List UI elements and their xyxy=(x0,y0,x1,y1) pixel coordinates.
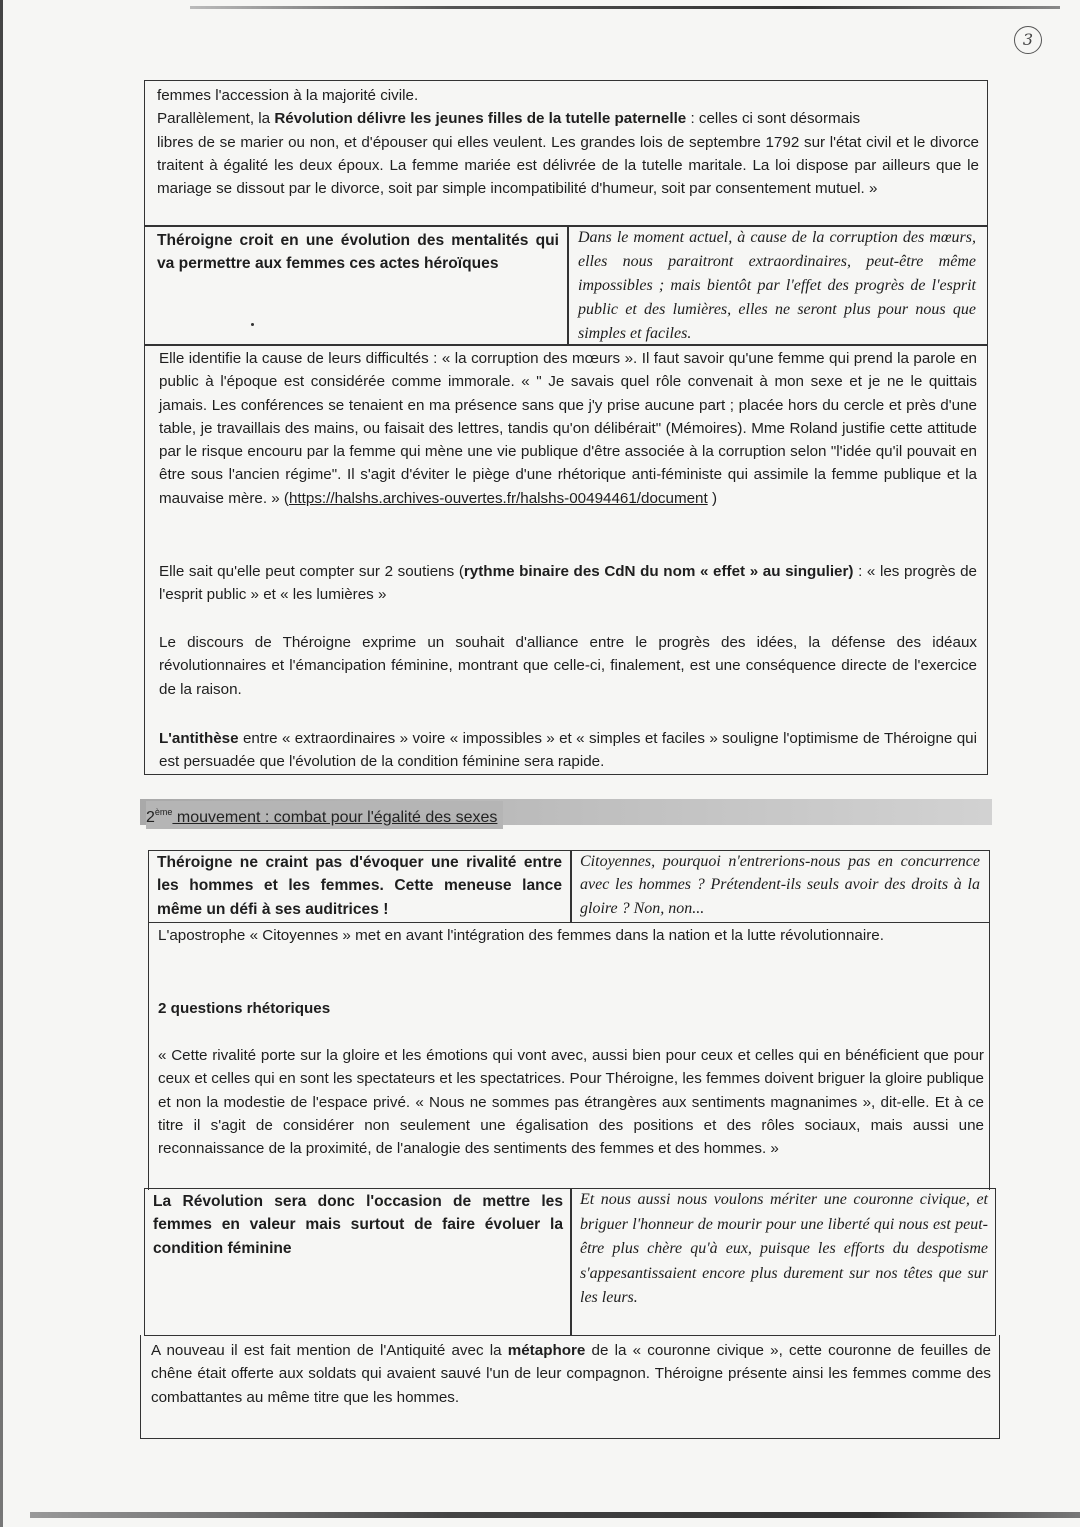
section1-paragraph-2 xyxy=(159,347,977,510)
text-span: Elle identifie la cause de leurs difficultés : « la corruption des mœurs ». Il faut savoir qu'une femme qui prend la parole en public à l'époque est considérée comme immorale. « " Je savais quel rôle convenait à mon sexe et je ne le quittais jamais. Les conférences se tenaient en ma présence sans que j'y prise aucune part ; placée hors du cercle et près d'une table, je travaillais des mains, ou faisait des lettres, tandis qu'on délibérait" (Mémoires). Mme Roland justifie cette attitude par le risque encouru par la femme qui mène une vie publique d'être associée à la corruption selon "l'idée qu'il pouvait en être sous l'ancien régime". Il s'agit d'éviter le piège d'une rhétorique anti-féministe qui assimile la femme publique et la mauvaise mère. » ( xyxy=(159,350,977,507)
heading-superscript: ème xyxy=(154,807,173,817)
text-block: libres de se marier ou non, et d'épouser qui elles veulent. Les grandes lois de septembre 1792 sur l'état civil et le divorce traitent à égalité les deux époux. La femme mariée est délivrée de la tutelle maritale. La loi dispose par ailleurs que le mariage se dissout par le divorce, soit par simple incompatibilité d'humeur, soit par consentement mutuel. » xyxy=(157,133,979,198)
page-number: 3 xyxy=(1014,26,1042,54)
table-column-divider xyxy=(567,225,569,345)
text-span: : celles ci sont désormais xyxy=(686,110,861,128)
section2-paragraph-3: « Cette rivalité porte sur la gloire et les émotions qui vont avec, aussi bien pour ceux et celles qui en bénéficient que pour ceux et celles qui en sont les spectateurs et les spectatrices. Pour Théroigne, les femmes doivent briguer la gloire publique et non la modestie de l'espace privé. « Nous ne sommes pas étrangères aux sentiments magnanimes », dit-elle. Et à ce titre il s'agit de considérer non seulement une égalisation des positions et des rôles sociaux, mais aussi une reconnaissance de la proximité, de l'analogie des sentiments des femmes et des hommes. » xyxy=(158,1047,984,1158)
text-line xyxy=(157,107,979,130)
bold-text: Révolution délivre les jeunes filles de la tutelle paternelle xyxy=(274,110,687,128)
text-span: Elle sait qu'elle peut compter sur 2 soutiens ( xyxy=(159,563,464,580)
section1-paragraph-5 xyxy=(159,727,977,774)
section1-paragraph-4: Le discours de Théroigne exprime un souhait d'alliance entre le progrès des idées, la défense des idéaux révolutionnaires et l'émancipation féminine, montrant que celle-ci, finalement, est une conséquence directe de l'exercice de la raison. xyxy=(159,634,977,698)
quote-cell: Et nous aussi nous voulons mériter une couronne civique, et briguer l'honneur de mourir pour une liberté qui nous est peut-être plus chère qu'à eux, puisque les efforts du despotisme s'appesantissaient encore plus durement sur nos têtes que sur les leurs. xyxy=(580,1191,988,1306)
bold-text: métaphore xyxy=(507,1342,586,1359)
heading-title: mouvement : combat pour l'égalité des sexes xyxy=(172,809,498,826)
bold-text: L'antithèse xyxy=(159,730,239,747)
heading-number: 2 xyxy=(146,809,155,826)
section2-paragraph-4 xyxy=(151,1339,991,1409)
text-span: entre « extraordinaires » voire « impossibles » et « simples et faciles » souligne l'optimisme de Théroigne qui est persuadée que l'évolution de la condition féminine sera rapide. xyxy=(159,730,977,771)
section2-paragraph-1: L'apostrophe « Citoyennes » met en avant l'intégration des femmes dans la nation et la lutte révolutionnaire. xyxy=(158,927,884,944)
source-link[interactable]: https://halshs.archives-ouvertes.fr/halshs-00494461/document xyxy=(288,489,708,507)
section1-paragraph-3 xyxy=(159,560,977,607)
table-column-divider xyxy=(570,850,572,923)
analysis-cell: La Révolution sera donc l'occasion de mettre les femmes en valeur mais surtout de faire évoluer la condition féminine xyxy=(153,1193,563,1257)
text-span: Parallèlement, la xyxy=(157,110,275,128)
text-span: A nouveau il est fait mention de l'Antiquité avec la xyxy=(151,1342,508,1359)
scan-edge-left xyxy=(0,0,3,1527)
analysis-cell: Théroigne ne craint pas d'évoquer une rivalité entre les hommes et les femmes. Cette meneuse lance même un défi à ses auditrices ! xyxy=(157,854,562,918)
section-heading xyxy=(146,801,503,829)
quote-cell: Citoyennes, pourquoi n'entrerions-nous pas en concurrence avec les hommes ? Prétendent-ils seuls avoir des droits à la gloire ? Non, non... xyxy=(580,853,980,917)
stray-mark xyxy=(251,323,254,326)
text-line: femmes l'accession à la majorité civile. xyxy=(157,87,419,104)
table-column-divider xyxy=(570,1188,572,1336)
bold-text: rythme binaire des CdN du nom « effet » au singulier) xyxy=(463,563,854,580)
section1-paragraph-1 xyxy=(157,84,979,200)
quote-cell: Dans le moment actuel, à cause de la corruption des mœurs, elles nous paraitront extraordinaires, peut-être même impossibles ; mais bientôt par l'effet des progrès de l'esprit public et des lumières, elles ne seront plus pour nous que simples et faciles. xyxy=(578,229,976,342)
scan-edge-top xyxy=(190,6,1060,9)
analysis-cell: Théroigne croit en une évolution des mentalités qui va permettre aux femmes ces actes héroïques xyxy=(157,232,559,273)
section2-paragraph-2: 2 questions rhétoriques xyxy=(158,1000,331,1017)
text-span: : « les progrès de l'esprit public » et « les lumières » xyxy=(159,563,977,604)
scan-edge-bottom xyxy=(30,1512,1080,1518)
text-span: ) xyxy=(707,489,717,507)
text-span: de la « couronne civique », cette couronne de feuilles de chêne était offerte aux soldats qui avaient sauvé l'un de leur compagnon. Théroigne présente ainsi les femmes comme des combattantes au même titre que les hommes. xyxy=(151,1342,992,1406)
